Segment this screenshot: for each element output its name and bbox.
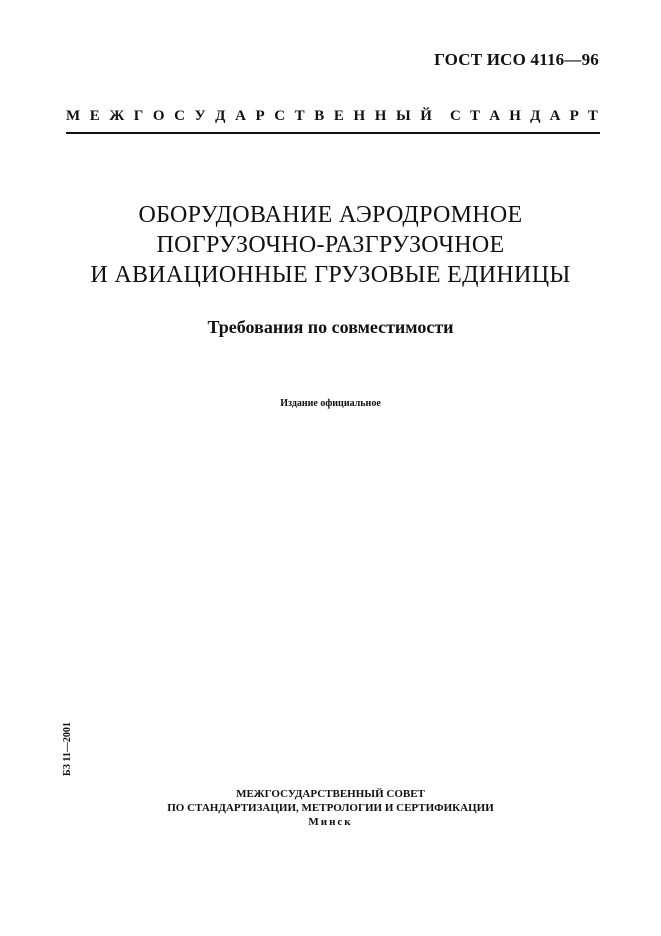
- document-subtitle: Требования по совместимости: [207, 317, 454, 337]
- heading-letter: Т: [294, 108, 305, 124]
- publisher-line-2: ПО СТАНДАРТИЗАЦИИ, МЕТРОЛОГИИ И СЕРТИФИКАЦИИ: [167, 802, 494, 814]
- heading-letter: Р: [255, 108, 265, 124]
- heading-letter: Т: [470, 108, 481, 124]
- publisher-line-1: МЕЖГОСУДАРСТВЕННЫЙ СОВЕТ: [236, 788, 425, 800]
- standard-type-word-2: [450, 108, 598, 125]
- heading-letter: Д: [215, 108, 226, 124]
- heading-letter: У: [194, 108, 206, 124]
- standard-type-word-1: [66, 108, 432, 125]
- heading-letter: Ж: [109, 108, 125, 124]
- side-code: БЗ 11—2001: [62, 722, 73, 776]
- publisher-city: Минск: [308, 816, 353, 828]
- heading-letter: Н: [353, 108, 366, 124]
- edition-note: Издание официальное: [280, 398, 381, 409]
- heading-letter: Н: [374, 108, 387, 124]
- heading-letter: М: [66, 108, 81, 124]
- standard-type-heading: [66, 108, 598, 125]
- heading-letter: Е: [333, 108, 344, 124]
- heading-letter: Д: [530, 108, 541, 124]
- title-line-1: ОБОРУДОВАНИЕ АЭРОДРОМНОЕ: [138, 202, 523, 228]
- publisher-block: [40, 787, 621, 829]
- heading-letter: В: [314, 108, 325, 124]
- heading-letter: С: [450, 108, 461, 124]
- heading-letter: Р: [569, 108, 579, 124]
- heading-letter: Е: [89, 108, 100, 124]
- header-divider: [66, 132, 600, 134]
- document-title: [40, 200, 621, 290]
- heading-letter: Н: [509, 108, 521, 124]
- heading-letter: Г: [133, 108, 144, 124]
- heading-letter: О: [152, 108, 165, 124]
- heading-letter: Й: [420, 108, 432, 124]
- heading-letter: А: [489, 108, 501, 124]
- heading-letter: Т: [587, 108, 598, 124]
- title-line-2: ПОГРУЗОЧНО-РАЗГРУЗОЧНОЕ: [156, 232, 505, 258]
- heading-letter: А: [235, 108, 246, 124]
- document-code: ГОСТ ИСО 4116—96: [434, 50, 599, 69]
- heading-letter: С: [174, 108, 185, 124]
- heading-letter: А: [549, 108, 561, 124]
- heading-letter: С: [274, 108, 286, 124]
- heading-letter: Ы: [395, 108, 411, 124]
- title-line-3: И АВИАЦИОННЫЕ ГРУЗОВЫЕ ЕДИНИЦЫ: [90, 262, 571, 288]
